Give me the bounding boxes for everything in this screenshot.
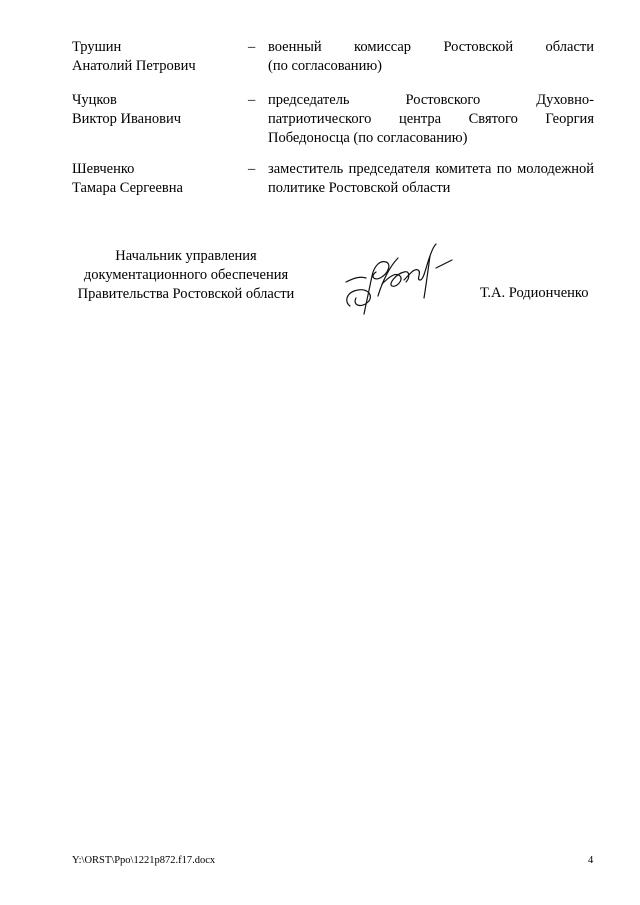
member-given-names: Тамара Сергеевна <box>72 180 183 196</box>
position-line: Победоносца (по согласованию) <box>268 130 468 146</box>
signatory-title-line: Правительства Ростовской области <box>77 286 295 302</box>
member-given-names: Виктор Иванович <box>72 111 182 127</box>
member-position <box>268 91 594 148</box>
member-name <box>72 38 242 76</box>
member-given-names: Анатолий Петрович <box>72 58 196 74</box>
signatory-title-line: Начальник управления <box>115 248 257 264</box>
member-surname: Шевченко <box>72 161 135 177</box>
footer-file-path: Y:\ORST\Ppo\1221p872.f17.docx <box>72 855 216 866</box>
position-line: военный комиссар Ростовской области <box>268 39 594 55</box>
member-name <box>72 91 242 129</box>
signer-name: Т.А. Родионченко <box>480 285 589 301</box>
member-surname: Чуцков <box>72 92 117 108</box>
signatory-title <box>66 247 306 304</box>
position-line: председатель Ростовского Духовно- <box>268 92 594 108</box>
dash: – <box>248 39 256 55</box>
signatory-title-line: документационного обеспечения <box>83 267 289 283</box>
dash: – <box>248 92 256 108</box>
handwritten-signature <box>338 236 458 318</box>
position-line: (по согласованию) <box>268 58 382 74</box>
page-number: 4 <box>588 855 594 866</box>
position-line: патриотического центра Святого Георгия <box>268 111 594 127</box>
member-surname: Трушин <box>72 39 122 55</box>
dash: – <box>248 161 256 177</box>
member-name <box>72 160 242 198</box>
member-position <box>268 160 594 198</box>
position-line: заместитель председателя комитета по молодежной <box>268 161 594 177</box>
position-line: политике Ростовской области <box>268 180 451 196</box>
member-position <box>268 38 594 76</box>
